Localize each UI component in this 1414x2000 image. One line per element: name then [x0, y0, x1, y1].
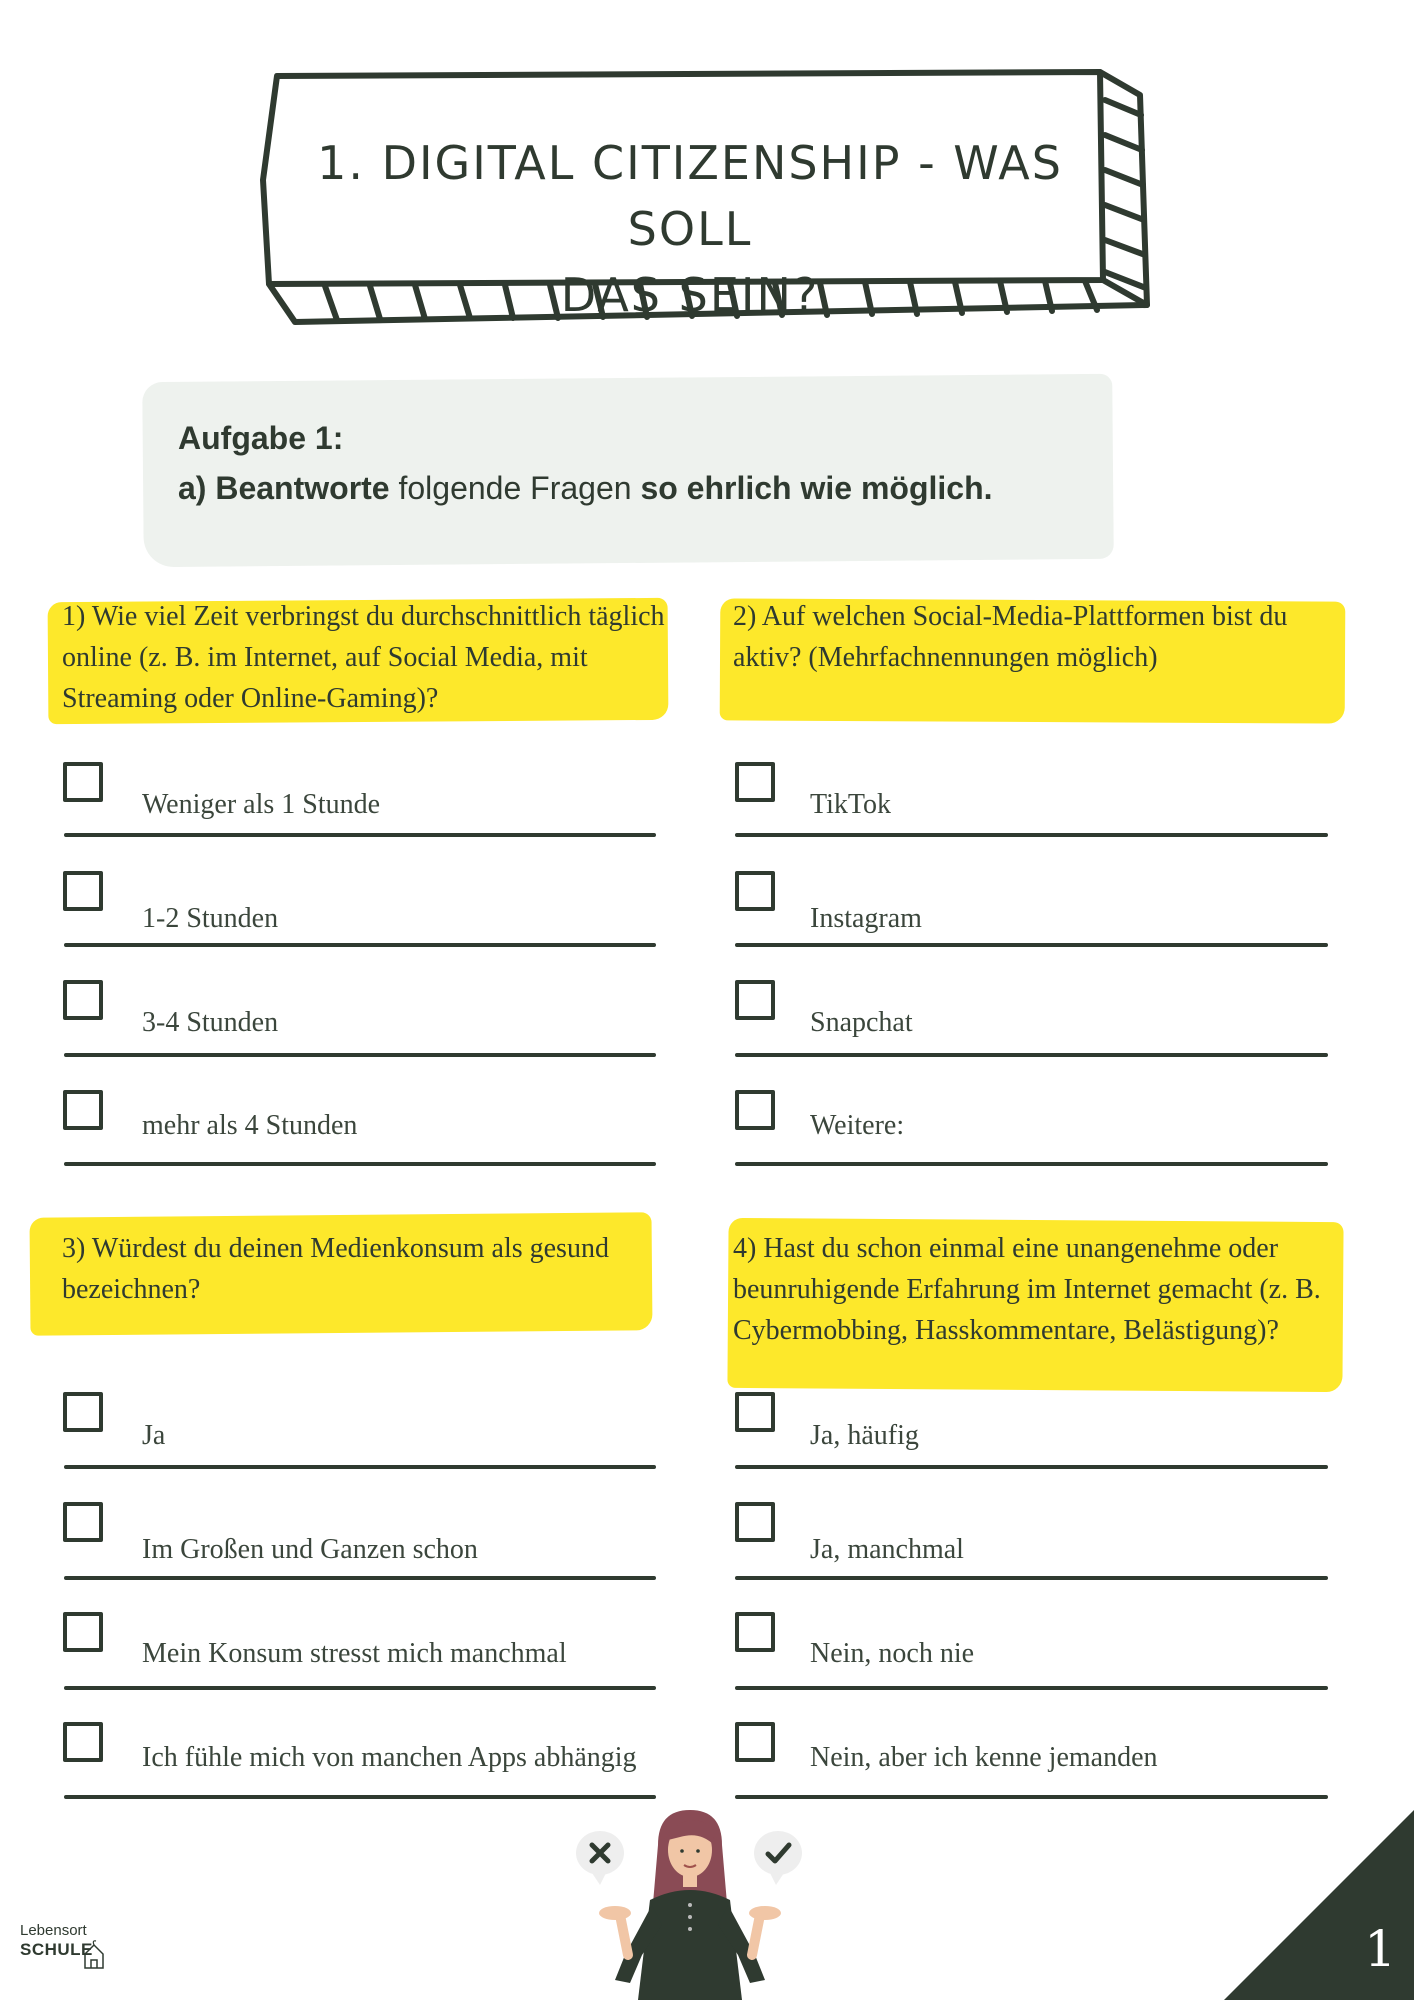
- question-2-option-2-checkbox[interactable]: [735, 871, 775, 911]
- question-1-option-2-checkbox[interactable]: [63, 871, 103, 911]
- question-3-option-2-checkbox[interactable]: [63, 1502, 103, 1542]
- house-icon: [82, 1940, 106, 1970]
- question-4-option-3-label: Nein, noch nie: [810, 1638, 975, 1669]
- question-2-option-3-label: Snapchat: [810, 1007, 913, 1038]
- question-1-option-3-label: 3-4 Stunden: [142, 1007, 279, 1038]
- question-2-option-4-label: Weitere:: [810, 1110, 905, 1141]
- cross-bubble: [576, 1831, 624, 1885]
- task-instruction-middle: folgende Fragen: [389, 470, 641, 506]
- question-4-option-3-checkbox[interactable]: [735, 1612, 775, 1652]
- answer-line: [64, 1686, 656, 1690]
- task-heading: Aufgabe 1:: [178, 420, 344, 456]
- question-4-text: 4) Hast du schon einmal eine unangenehme oder beunruhigende Erfahrung im Internet gemacht (z. B. Cybermobbing, Hasskommentare, Belästigung)?: [733, 1233, 1321, 1346]
- question-3-text: 3) Würdest du deinen Medienkonsum als gesund bezeichnen?: [62, 1233, 609, 1305]
- question-2-text: 2) Auf welchen Social-Media-Plattformen bist du aktiv? (Mehrfachnennungen möglich): [733, 601, 1288, 673]
- question-1-text: 1) Wie viel Zeit verbringst du durchschnittlich täglich online (z. B. im Internet, auf Social Media, mit Streaming oder Online-Gaming)?: [62, 601, 665, 714]
- person-illustration: [570, 1805, 810, 2000]
- answer-line: [735, 1576, 1328, 1580]
- answer-line: [64, 1053, 656, 1057]
- logo-text-top: Lebensort: [20, 1922, 87, 1939]
- question-2-option-4-checkbox[interactable]: [735, 1090, 775, 1130]
- answer-line: [735, 1686, 1328, 1690]
- question-4-option-2-label: Ja, manchmal: [810, 1534, 964, 1565]
- task-instruction-bold-suffix: so ehrlich wie möglich.: [640, 470, 993, 506]
- question-3-option-3-checkbox[interactable]: [63, 1612, 103, 1652]
- task-instruction: [178, 470, 993, 507]
- question-3-option-3-label: Mein Konsum stresst mich manchmal: [142, 1638, 567, 1669]
- page-title-line2: DAS SEIN?: [560, 268, 820, 322]
- answer-line: [735, 1162, 1328, 1166]
- question-4-option-1-label: Ja, häufig: [810, 1420, 919, 1451]
- answer-line: [64, 1162, 656, 1166]
- answer-line: [735, 1465, 1328, 1469]
- question-2-option-1-checkbox[interactable]: [735, 762, 775, 802]
- question-4-option-4-label: Nein, aber ich kenne jemanden: [810, 1742, 1158, 1773]
- check-bubble: [754, 1831, 802, 1885]
- page-title-line1: 1. DIGITAL CITIZENSHIP - WAS SOLL: [317, 136, 1063, 256]
- question-2-option-2-label: Instagram: [810, 903, 922, 934]
- answer-line: [64, 1465, 656, 1469]
- answer-line: [64, 1576, 656, 1580]
- question-3-option-2-label: Im Großen und Ganzen schon: [142, 1534, 478, 1565]
- question-1-option-3-checkbox[interactable]: [63, 980, 103, 1020]
- question-1-option-1-label: Weniger als 1 Stunde: [142, 789, 381, 820]
- answer-line: [64, 943, 656, 947]
- question-4-option-2-checkbox[interactable]: [735, 1502, 775, 1542]
- answer-line: [735, 1053, 1328, 1057]
- question-1-option-4-checkbox[interactable]: [63, 1090, 103, 1130]
- question-4-option-1-checkbox[interactable]: [735, 1392, 775, 1432]
- question-1-option-4-label: mehr als 4 Stunden: [142, 1110, 358, 1141]
- question-3-option-1-checkbox[interactable]: [63, 1392, 103, 1432]
- task-instruction-bold-prefix: a) Beantworte: [178, 470, 390, 506]
- page-title: [300, 130, 1080, 328]
- answer-line: [735, 833, 1328, 837]
- question-3-option-4-checkbox[interactable]: [63, 1722, 103, 1762]
- answer-line: [735, 1795, 1328, 1799]
- question-1-option-2-label: 1-2 Stunden: [142, 903, 279, 934]
- answer-line: [735, 943, 1328, 947]
- question-4-option-4-checkbox[interactable]: [735, 1722, 775, 1762]
- question-2-option-1-label: TikTok: [810, 789, 892, 820]
- question-2-option-3-checkbox[interactable]: [735, 980, 775, 1020]
- logo-text-bottom: SCHULE: [20, 1940, 93, 1959]
- page-number: 1: [1364, 1920, 1396, 1978]
- answer-line: [64, 1795, 656, 1799]
- answer-line: [64, 833, 656, 837]
- question-3-option-4-label: Ich fühle mich von manchen Apps abhängig: [142, 1742, 637, 1773]
- question-3-option-1-label: Ja: [142, 1420, 166, 1451]
- question-1-option-1-checkbox[interactable]: [63, 762, 103, 802]
